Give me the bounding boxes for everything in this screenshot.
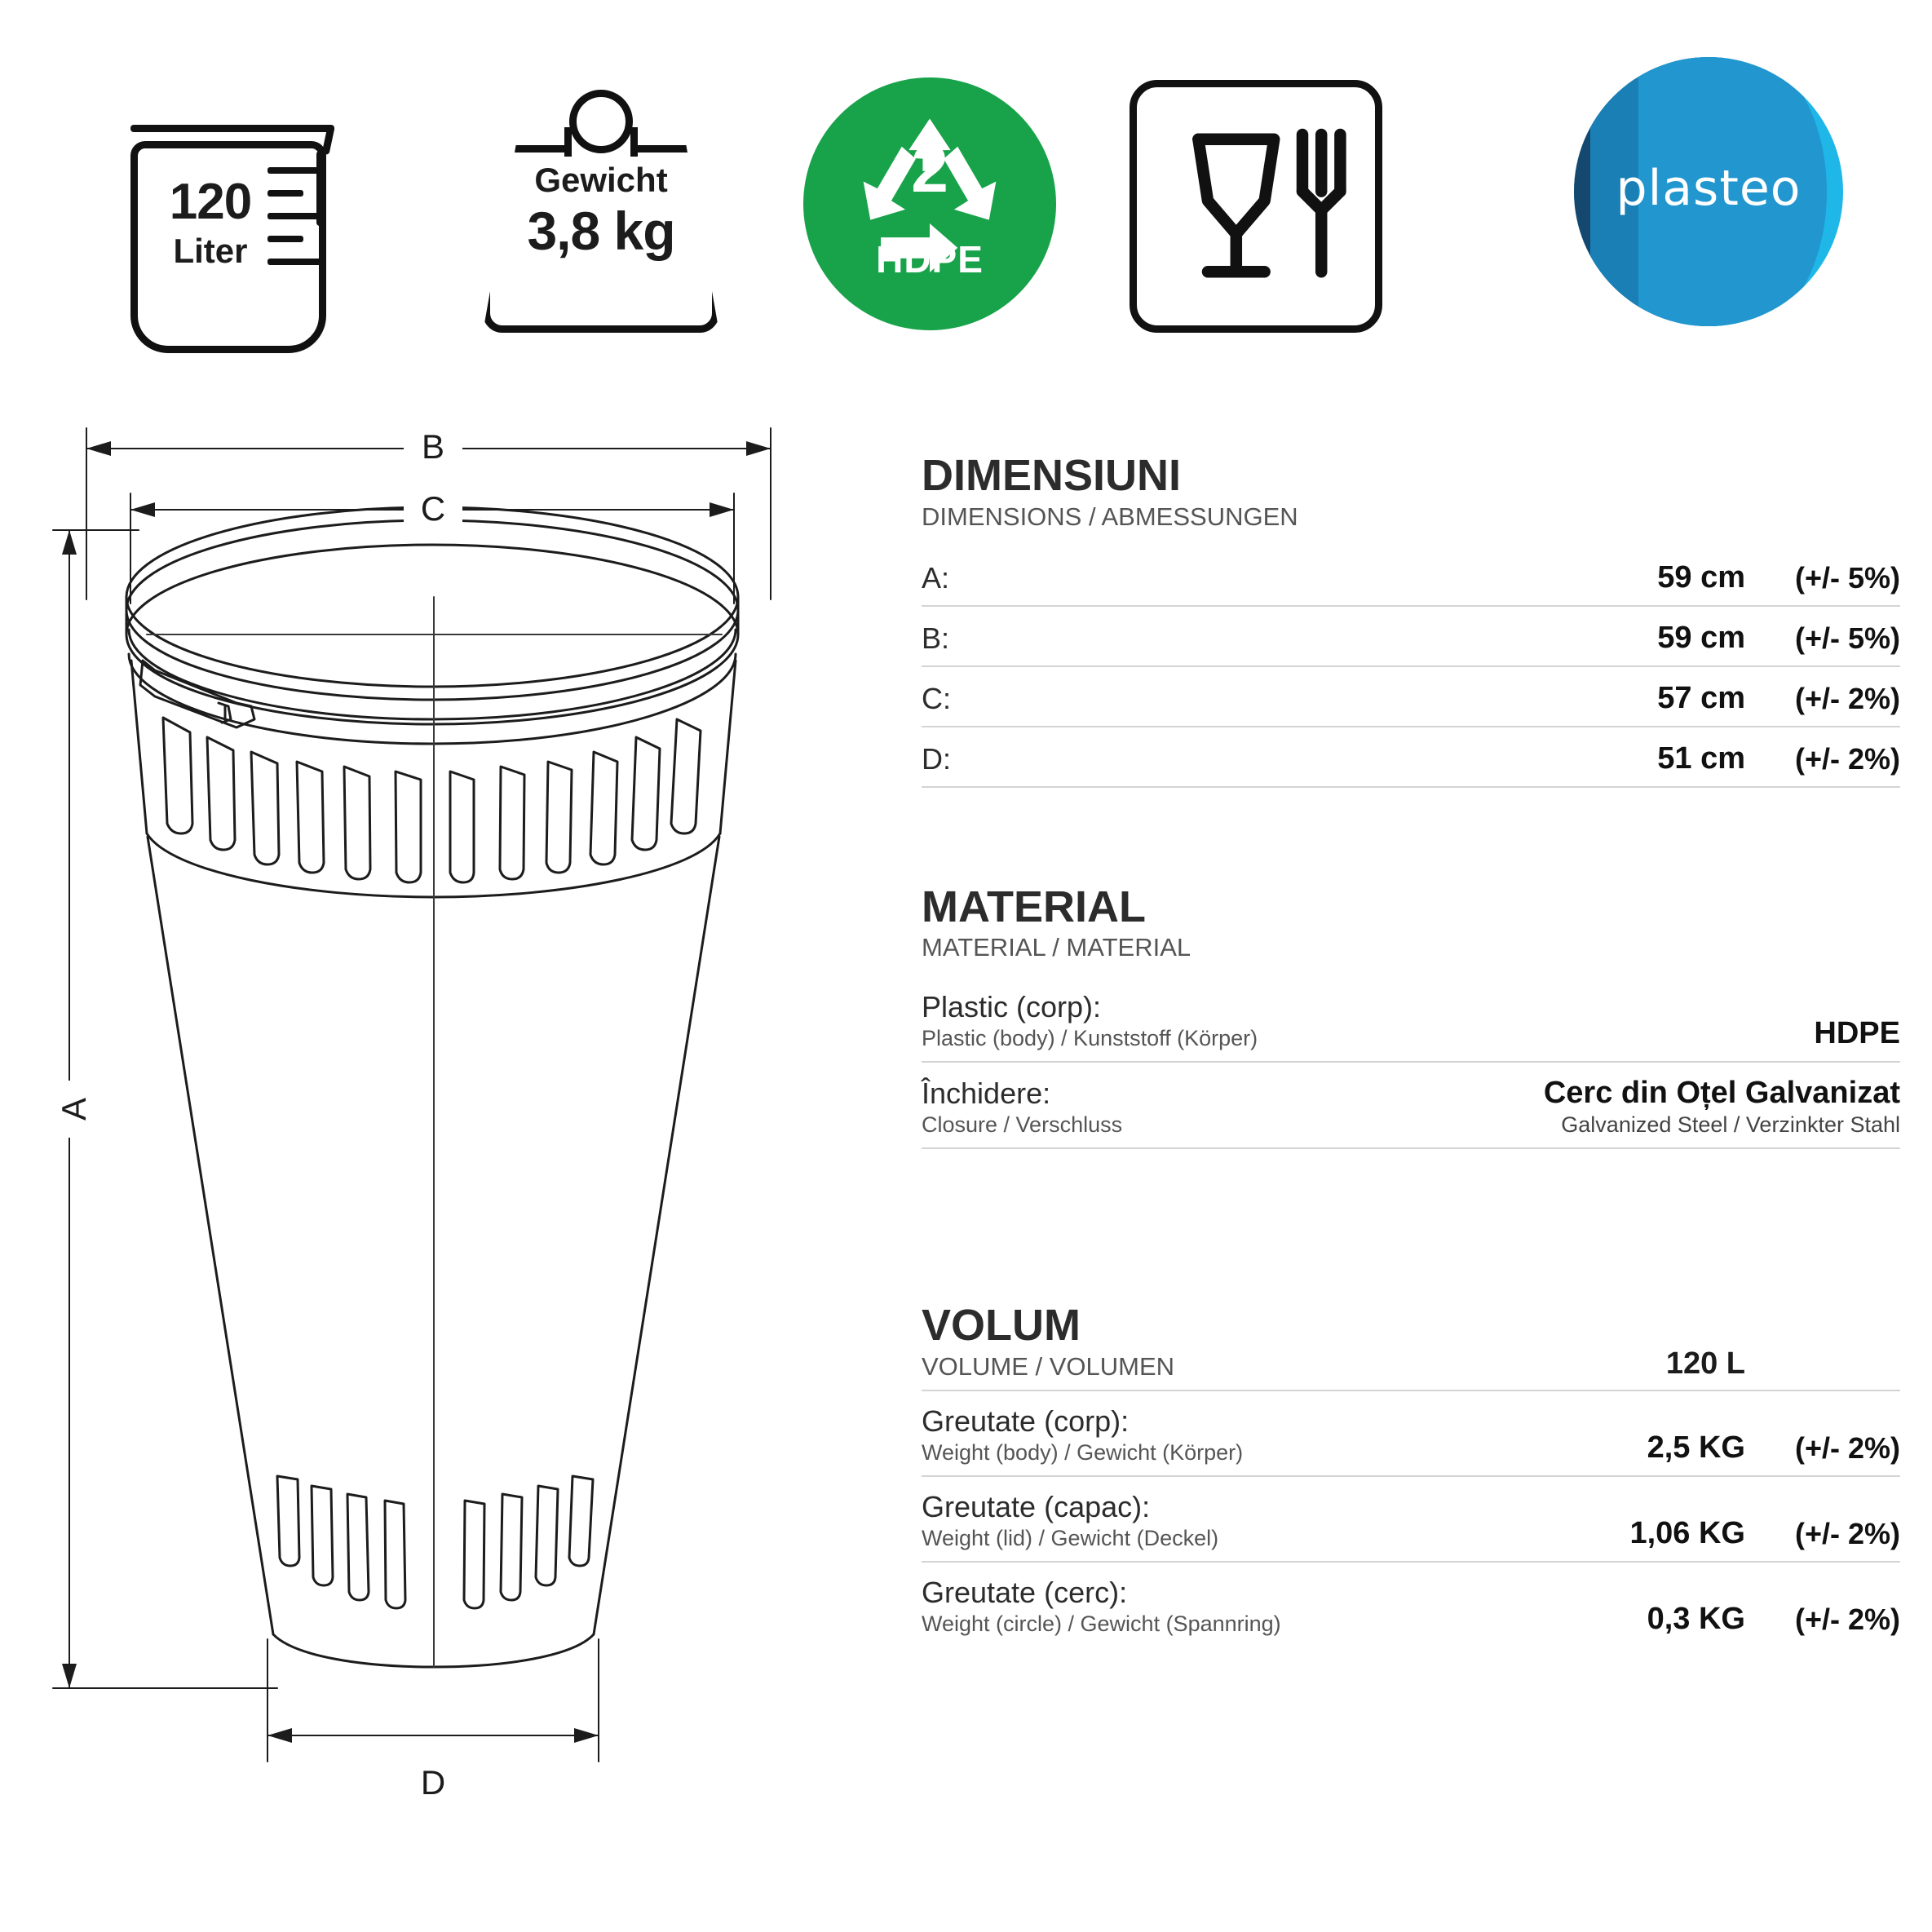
volume-row-circle-weight — [922, 1563, 1900, 1647]
recycle-material-label: HDPE — [876, 238, 984, 281]
jug-rim-icon — [130, 125, 343, 153]
dimension-row-c-label: C: — [922, 681, 951, 715]
dimension-row-c-value: 57 cm — [1657, 680, 1745, 715]
volume-row-lid-weight-label-sub: Weight (lid) / Gewicht (Deckel) — [922, 1526, 1219, 1551]
volume-row-circle-weight-label-main: Greutate (cerc): — [922, 1576, 1128, 1610]
dimension-row-a-label: A: — [922, 560, 950, 595]
volume-header-row — [922, 1302, 1900, 1391]
material-row-closure-value-sub: Galvanized Steel / Verzinkter Stahl — [1561, 1112, 1900, 1138]
volume-row-circle-weight-label-sub: Weight (circle) / Gewicht (Spannring) — [922, 1611, 1281, 1637]
dimension-row-c-tolerance: (+/- 2%) — [1794, 681, 1900, 715]
badge-bar — [0, 0, 1932, 408]
volume-badge-unit: Liter — [173, 232, 248, 270]
specifications-panel — [922, 453, 1900, 1647]
volume-row-body-weight-label-main: Greutate (corp): — [922, 1404, 1130, 1439]
dimension-row-d-tolerance: (+/- 2%) — [1794, 741, 1900, 776]
dimension-row-d-label: D: — [922, 741, 951, 776]
material-subtitle: MATERIAL / MATERIAL — [922, 933, 1191, 962]
volume-badge-text — [145, 174, 276, 270]
jug-scale-ticks-icon — [267, 167, 326, 281]
volume-row-circle-weight-value: 0,3 KG — [1647, 1602, 1745, 1637]
material-section — [922, 884, 1900, 1150]
volume-title: VOLUM — [922, 1301, 1081, 1351]
brand-logo — [1574, 57, 1843, 326]
material-row-plastic — [922, 977, 1900, 1063]
material-row-closure-label-main: Închidere: — [922, 1077, 1051, 1111]
material-row-closure-value — [1544, 1076, 1900, 1138]
material-row-plastic-value: HDPE — [1814, 1016, 1900, 1051]
dimension-row-d-value: 51 cm — [1657, 741, 1745, 776]
weight-badge — [473, 82, 742, 383]
dimension-row-a-value: 59 cm — [1657, 559, 1745, 595]
weight-handle-ring-icon — [569, 90, 633, 153]
dimensions-title: DIMENSIUNI — [922, 451, 1182, 500]
volume-row-lid-weight-label — [922, 1490, 1501, 1551]
volume-row-body-weight-label-sub: Weight (body) / Gewicht (Körper) — [922, 1440, 1244, 1466]
dimension-label-d: D — [420, 1763, 446, 1802]
dimension-row-b-value: 59 cm — [1657, 620, 1745, 655]
volume-badge-value: 120 — [169, 174, 252, 230]
volume-row-body-weight-value: 2,5 KG — [1647, 1430, 1745, 1466]
volume-section — [922, 1302, 1900, 1647]
dimension-label-b: B — [421, 427, 445, 466]
food-safe-glass-fork-icon — [1137, 87, 1373, 324]
material-row-closure-label-sub: Closure / Verschluss — [922, 1112, 1123, 1138]
dimension-row-a — [922, 546, 1900, 607]
dimension-label-a: A — [55, 1097, 93, 1121]
dimension-row-a-tolerance: (+/- 5%) — [1794, 560, 1900, 595]
volume-row-body-weight-tolerance: (+/- 2%) — [1794, 1431, 1900, 1466]
bucket-drawing-svg — [33, 416, 922, 1925]
volume-row-circle-weight-tolerance: (+/- 2%) — [1794, 1603, 1900, 1637]
dimension-row-d — [922, 727, 1900, 788]
volume-row-lid-weight-label-main: Greutate (capac): — [922, 1490, 1151, 1524]
weight-badge-text — [484, 161, 718, 261]
food-safe-badge — [1130, 80, 1382, 333]
brand-name: plasteo — [1616, 160, 1802, 217]
dimension-row-c — [922, 667, 1900, 727]
dimensions-subtitle: DIMENSIONS / ABMESSUNGEN — [922, 502, 1298, 531]
dimension-row-b-tolerance: (+/- 5%) — [1794, 621, 1900, 655]
volume-row-body-weight-label — [922, 1404, 1501, 1466]
recycle-badge — [803, 77, 1056, 330]
material-row-closure-value-main: Cerc din Oțel Galvanizat — [1543, 1076, 1900, 1111]
volume-badge — [106, 102, 400, 379]
dimension-row-b — [922, 607, 1900, 667]
material-row-plastic-label — [922, 990, 1814, 1051]
dimension-row-b-label: B: — [922, 621, 950, 655]
volume-row-lid-weight — [922, 1477, 1900, 1563]
material-row-plastic-label-sub: Plastic (body) / Kunststoff (Körper) — [922, 1026, 1258, 1051]
volume-row-body-weight — [922, 1391, 1900, 1477]
volume-subtitle: VOLUME / VOLUMEN — [922, 1352, 1175, 1382]
volume-row-lid-weight-tolerance: (+/- 2%) — [1794, 1517, 1900, 1551]
weight-badge-value: 3,8 kg — [527, 201, 675, 261]
product-technical-drawing — [33, 416, 922, 1925]
material-row-closure — [922, 1063, 1900, 1149]
volume-row-lid-weight-value: 1,06 KG — [1629, 1516, 1745, 1551]
volume-value: 120 L — [1665, 1346, 1745, 1382]
volume-row-circle-weight-label — [922, 1576, 1501, 1637]
recycle-code-number: 2 — [911, 132, 948, 206]
weight-badge-label: Gewicht — [534, 161, 668, 199]
dimensions-section — [922, 453, 1900, 788]
material-row-plastic-label-main: Plastic (corp): — [922, 990, 1102, 1024]
dimension-label-c: C — [420, 489, 446, 528]
material-title: MATERIAL — [922, 882, 1146, 931]
material-row-closure-label — [922, 1077, 1544, 1138]
